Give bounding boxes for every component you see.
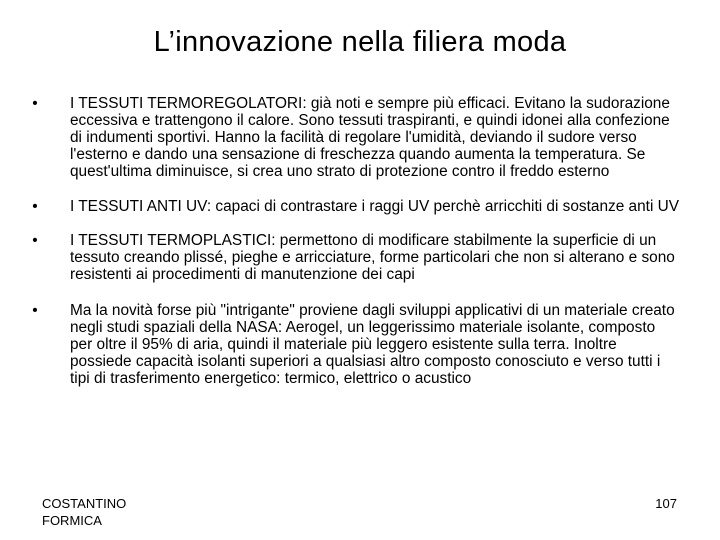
bullet-marker: • — [32, 232, 38, 250]
bullet-list — [30, 96, 680, 388]
bullet-marker: • — [32, 95, 38, 112]
bullet-item — [30, 303, 680, 388]
bullet-text: Ma la novità forse più "intrigante" proviene dagli sviluppi applicativi di un materiale creato negli studi spaziali della NASA: Aerogel, un leggerissimo materiale isolante, composto per oltre il 95% di aria, quindi il materiale più leggero esistente sulla terra. Inoltre possiede capacità isolanti superiori a qualsiasi altro composto conosciuto e verso tutti i tipi di trasferimento energetico: termico, elettrico o acustico — [70, 302, 675, 387]
bullet-text: I TESSUTI TERMOPLASTICI: permettono di modificare stabilmente la superficie di un tessuto creando plissé, pieghe e arricciature, forme particolari che non si alterano e sono resistenti ai procedimenti di manutenzione dei capi — [70, 232, 675, 284]
footer-author: COSTANTINO FORMICA — [42, 496, 127, 528]
bullet-text: I TESSUTI TERMOREGOLATORI: già noti e sempre più efficaci. Evitano la sudorazione eccessiva e trattengono il calore. Sono tessuti traspiranti, e quindi idonei alla confezione di indumenti sportivi. Hanno la facilità di regolare l'umidità, deviando il sudore verso l'esterno e dando una sensazione di freschezza quando aumenta la temperatura. Se quest'ultima diminuisce, si crea uno strato di protezione contro il freddo esterno — [70, 95, 670, 180]
bullet-marker: • — [32, 197, 38, 215]
page-number: 107 — [655, 496, 677, 511]
bullet-item — [30, 233, 680, 284]
bullet-marker: • — [32, 302, 38, 320]
bullet-item — [30, 199, 680, 216]
slide-title: L’innovazione nella filiera moda — [153, 26, 567, 58]
bullet-item — [30, 96, 680, 181]
bullet-text: I TESSUTI ANTI UV: capaci di contrastare i raggi UV perchè arricchiti di sostanze anti UV — [70, 197, 680, 215]
